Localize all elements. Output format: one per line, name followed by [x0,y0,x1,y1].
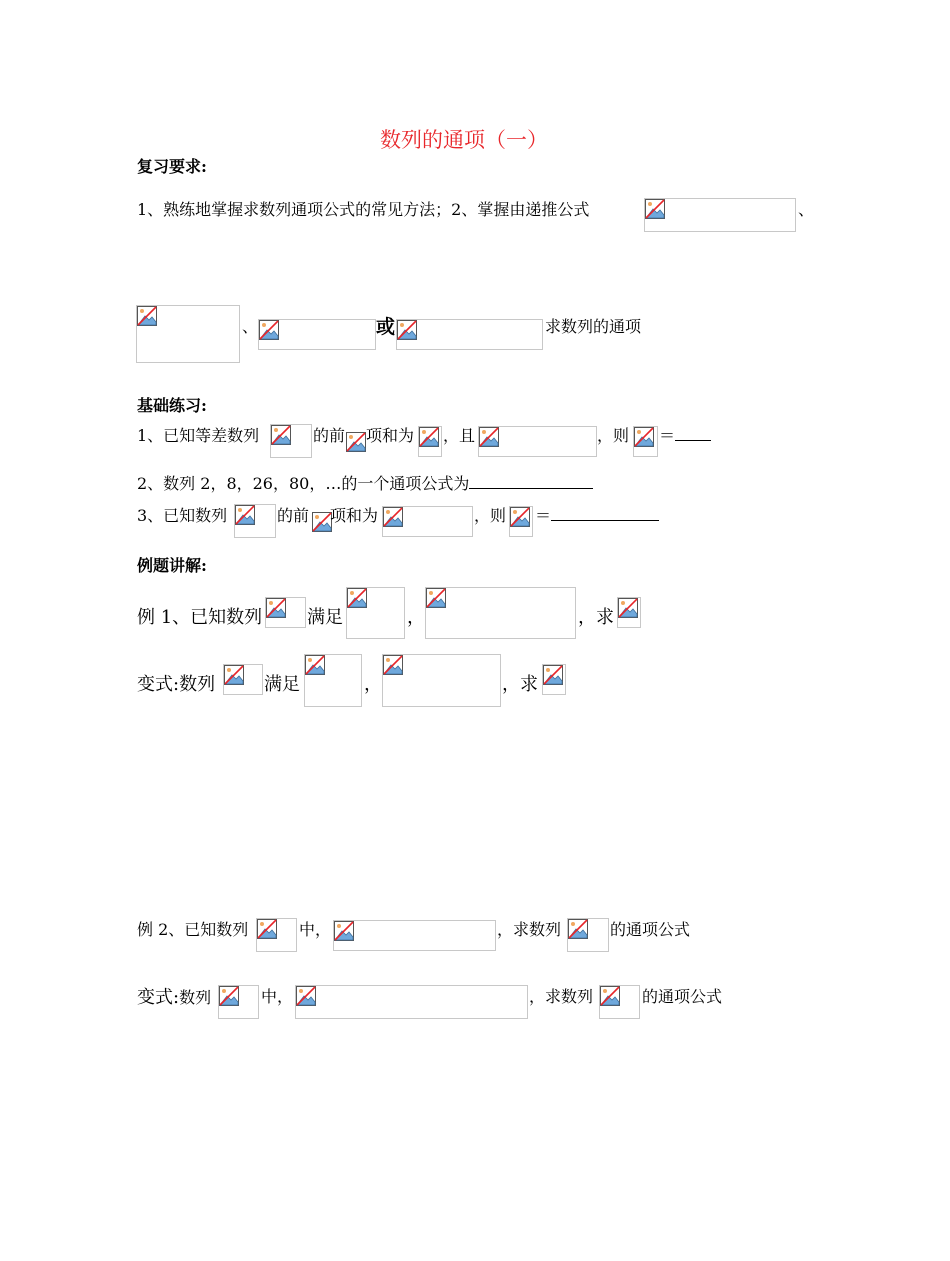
broken-image-icon [543,665,563,685]
var1-text-b: 满足 [264,674,300,695]
q3-text-d: ，则 [474,506,507,525]
formula-image [295,985,528,1019]
formula-image [425,587,576,639]
ex1-text-d: ，求 [578,607,614,628]
var2-label [137,983,211,1009]
formula-image [617,597,641,628]
formula-image [223,664,263,695]
q1-text-e: ，则 [597,426,630,445]
broken-image-icon [257,919,277,939]
broken-image-icon [383,655,403,675]
ex2-text-c: ，求数列 [497,920,562,939]
broken-image-icon [271,425,291,445]
broken-image-icon [334,921,354,941]
q1-text-f: ＝ [659,426,676,445]
q3-answer [535,503,659,526]
ex1-text-c: ， [407,607,425,628]
broken-image-icon [510,507,530,527]
q2-line [137,471,593,494]
broken-image-icon [235,505,255,525]
broken-image-icon [266,598,286,618]
formula-image [396,319,543,350]
var1-text-d: ，求 [502,674,538,695]
q1-text-c: 项和为 [366,426,415,445]
q3-text-e: ＝ [535,506,552,525]
formula-image [256,918,297,952]
broken-image-icon [479,427,499,447]
broken-image-icon [224,665,244,685]
broken-image-icon [137,306,157,326]
ex1-text-a: 例 1、已知数列 [137,607,263,628]
formula-image [599,985,640,1019]
formula-image [567,918,609,952]
q1-text-d: ，且 [443,426,476,445]
q1-text-b: 的前 [313,426,346,445]
formula-image [478,426,597,457]
broken-image-icon [347,588,367,608]
broken-image-icon [618,598,638,618]
q1-answer [659,423,711,446]
var2-text-a2: 数列 [179,988,212,1007]
broken-image-icon [296,986,316,1006]
q1-text-a: 1、已知等差数列 [137,426,260,445]
formula-image [346,587,405,639]
formula-image [312,512,330,532]
ex2-text-d: 的通项公式 [610,920,691,939]
broken-image-icon [219,986,239,1006]
formula-image [644,198,796,232]
review-or: 或 [376,316,396,338]
formula-image [234,504,276,538]
review-heading: 复习要求: [137,157,207,176]
review-sep2: 、 [242,317,259,336]
review-line1: 1、熟练地掌握求数列通项公式的常见方法；2、掌握由递推公式 [137,200,590,219]
q3-text-c: 项和为 [330,506,379,525]
formula-image [265,597,306,628]
broken-image-icon [634,427,654,447]
broken-image-icon [419,427,439,447]
var2-text-a: 变式: [137,987,180,1008]
q2-text-a: 2、数列 2，8，26，80，…的一个通项公式为 [137,474,470,493]
broken-image-icon [346,432,366,452]
formula-image [218,985,259,1019]
answer-blank [551,506,659,521]
var2-text-d: 的通项公式 [642,987,723,1006]
formula-image [346,432,364,452]
broken-image-icon [259,320,279,340]
formula-image [418,426,442,457]
broken-image-icon [397,320,417,340]
broken-image-icon [383,507,403,527]
formula-image [542,664,566,695]
basics-heading: 基础练习: [137,396,207,415]
q3-text-a: 3、已知数列 [137,506,228,525]
ex1-text-b: 满足 [307,607,343,628]
broken-image-icon [645,199,665,219]
formula-image [333,920,496,951]
formula-image [382,506,473,537]
ex2-text-a: 例 2、已知数列 [137,920,249,939]
page-title: 数列的通项（一） [380,128,548,152]
broken-image-icon [312,512,332,532]
formula-image [509,506,533,537]
var2-text-b: 中， [261,987,294,1006]
examples-heading: 例题讲解: [137,556,207,575]
broken-image-icon [426,588,446,608]
review-tail: 求数列的通项 [545,317,642,336]
answer-blank [675,426,711,441]
ex2-text-b: 中， [299,920,332,939]
broken-image-icon [568,919,588,939]
formula-image [382,654,501,707]
q3-text-b: 的前 [277,506,310,525]
broken-image-icon [305,655,325,675]
formula-image [304,654,362,707]
var2-text-c: ，求数列 [529,987,594,1006]
formula-image [633,426,658,457]
var1-text-c: ， [364,674,382,695]
review-sep1: 、 [798,200,815,219]
broken-image-icon [600,986,620,1006]
formula-image [270,424,312,458]
answer-blank [469,474,593,489]
formula-image [258,319,376,350]
formula-image [136,305,240,363]
var1-text-a: 变式:数列 [137,674,216,695]
